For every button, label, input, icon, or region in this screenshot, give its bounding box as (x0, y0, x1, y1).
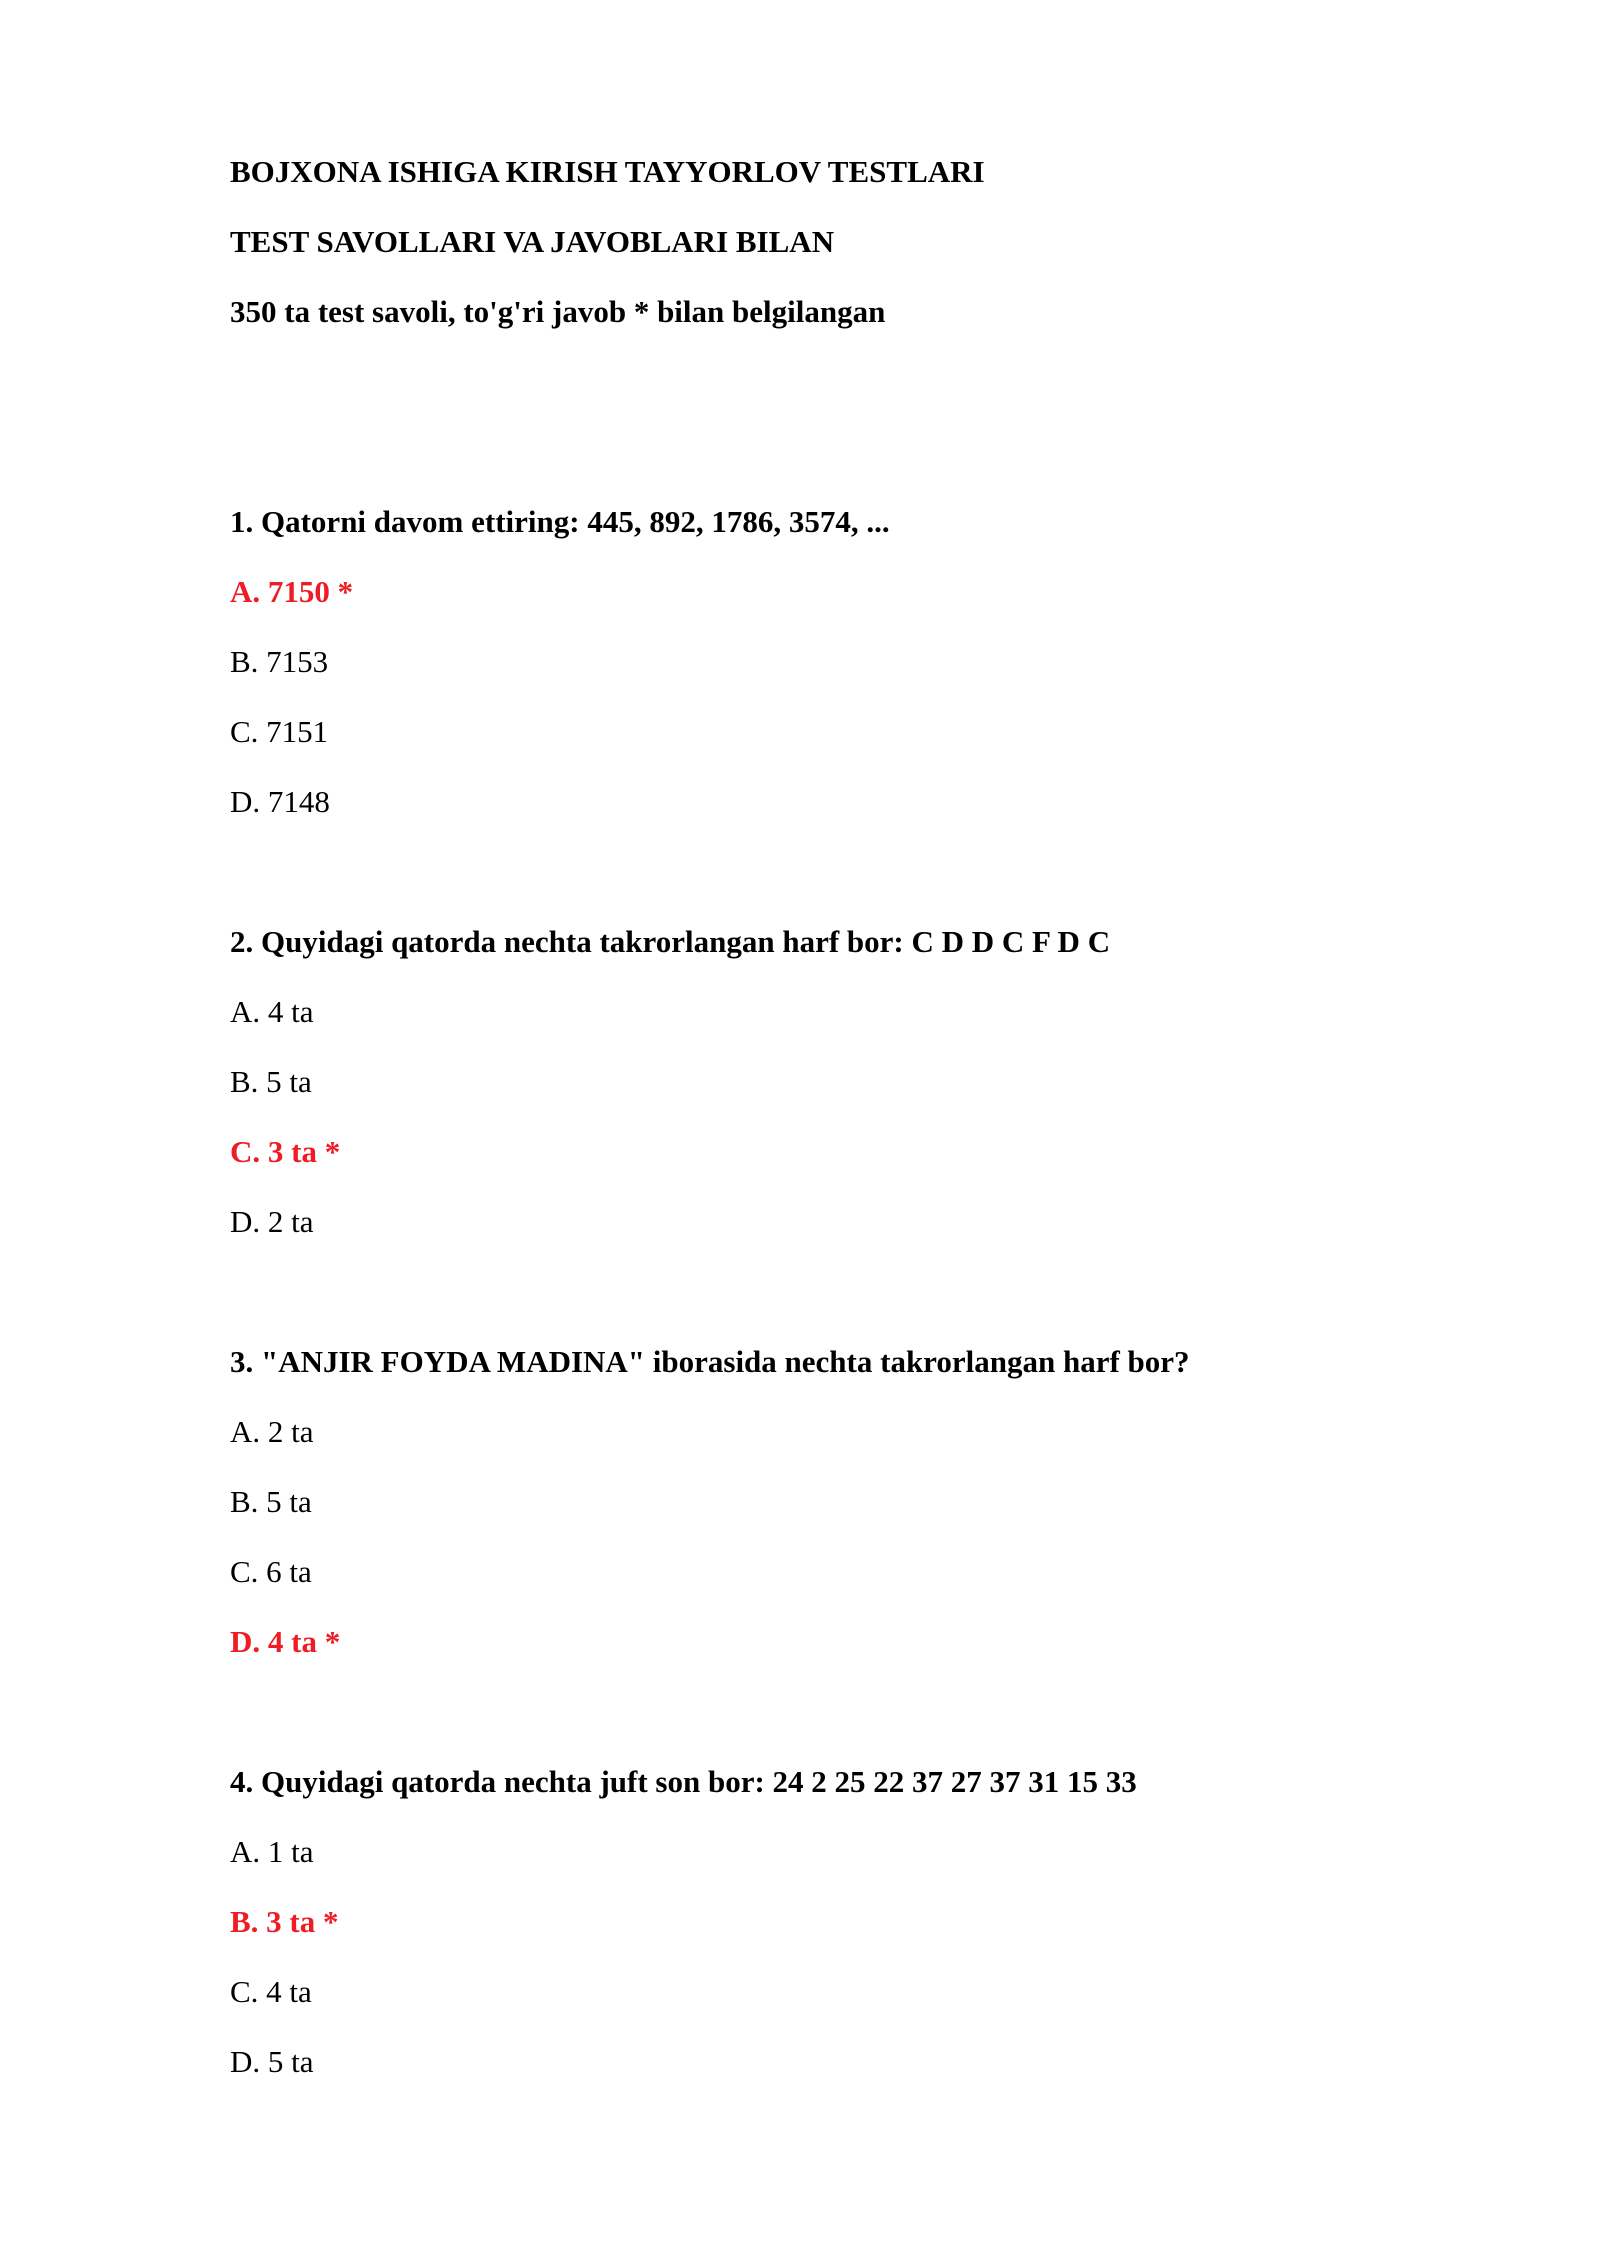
answer-option: D. 2 ta (230, 1204, 314, 1239)
answer-option: D. 5 ta (230, 2044, 314, 2079)
answer-option: C. 7151 (230, 714, 329, 749)
question-text: 4. Quyidagi qatorda nechta juft son bor: 24 2 25 22 37 27 37 31 15 33 (230, 1764, 1137, 1799)
answer-option-correct: B. 3 ta * (230, 1904, 339, 1939)
document-subtitle: TEST SAVOLLARI VA JAVOBLARI BILAN (230, 224, 835, 259)
answer-option: C. 6 ta (230, 1554, 312, 1589)
answer-option-correct: D. 4 ta * (230, 1624, 341, 1659)
answer-option: A. 4 ta (230, 994, 314, 1029)
answer-option: A. 2 ta (230, 1414, 314, 1449)
answer-option: A. 1 ta (230, 1834, 314, 1869)
answer-option: B. 5 ta (230, 1064, 312, 1099)
document-title: BOJXONA ISHIGA KIRISH TAYYORLOV TESTLARI (230, 154, 985, 189)
answer-option: D. 7148 (230, 784, 330, 819)
answer-option: B. 7153 (230, 644, 329, 679)
answer-option-correct: C. 3 ta * (230, 1134, 341, 1169)
question-text: 1. Qatorni davom ettiring: 445, 892, 1786, 3574, ... (230, 504, 890, 539)
answer-option: C. 4 ta (230, 1974, 312, 2009)
question-text: 3. "ANJIR FOYDA MADINA" iborasida nechta takrorlangan harf bor? (230, 1344, 1190, 1379)
answer-option: B. 5 ta (230, 1484, 312, 1519)
document-note: 350 ta test savoli, to'g'ri javob * bilan belgilangan (230, 294, 886, 329)
question-text: 2. Quyidagi qatorda nechta takrorlangan harf bor: C D D C F D C (230, 924, 1111, 959)
answer-option-correct: A. 7150 * (230, 574, 354, 609)
